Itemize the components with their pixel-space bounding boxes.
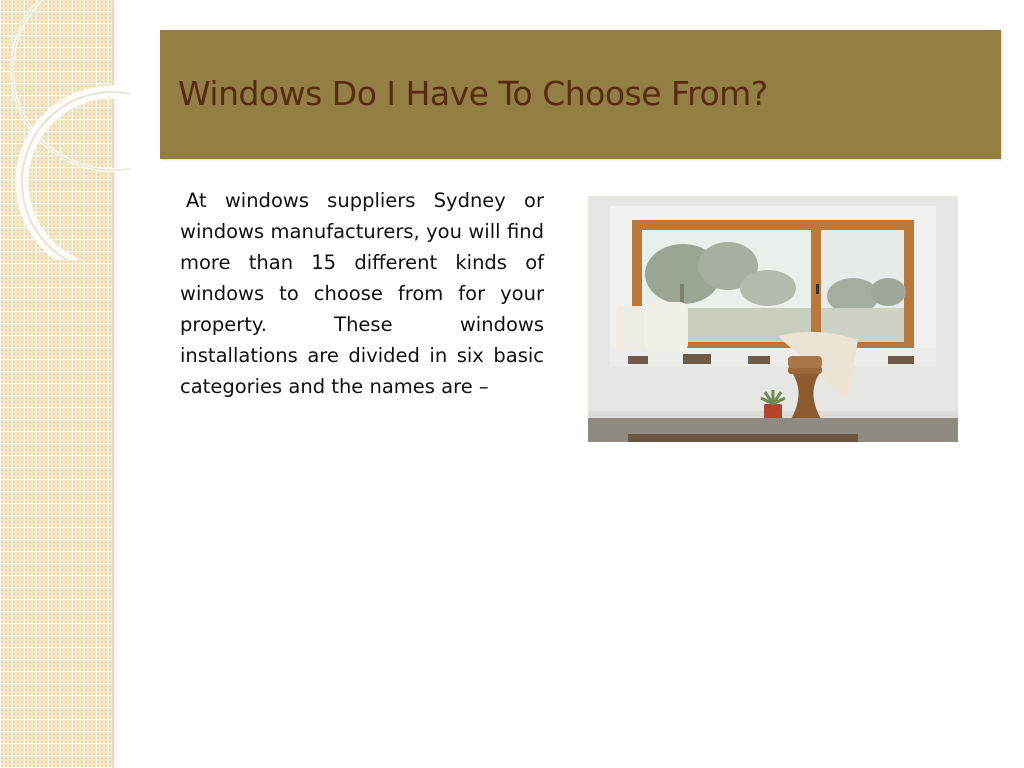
title-band [160, 30, 1001, 159]
slide-title: Windows Do I Have To Choose From? [178, 74, 768, 113]
body-paragraph: At windows suppliers Sydney or windows manufacturers, you will find more than 15 different kinds of windows to choose from for your property. These windows installations are divided in six basic categories and the names are – [180, 189, 544, 398]
window-seat-photo [588, 196, 958, 442]
decorative-rings [0, 0, 130, 260]
